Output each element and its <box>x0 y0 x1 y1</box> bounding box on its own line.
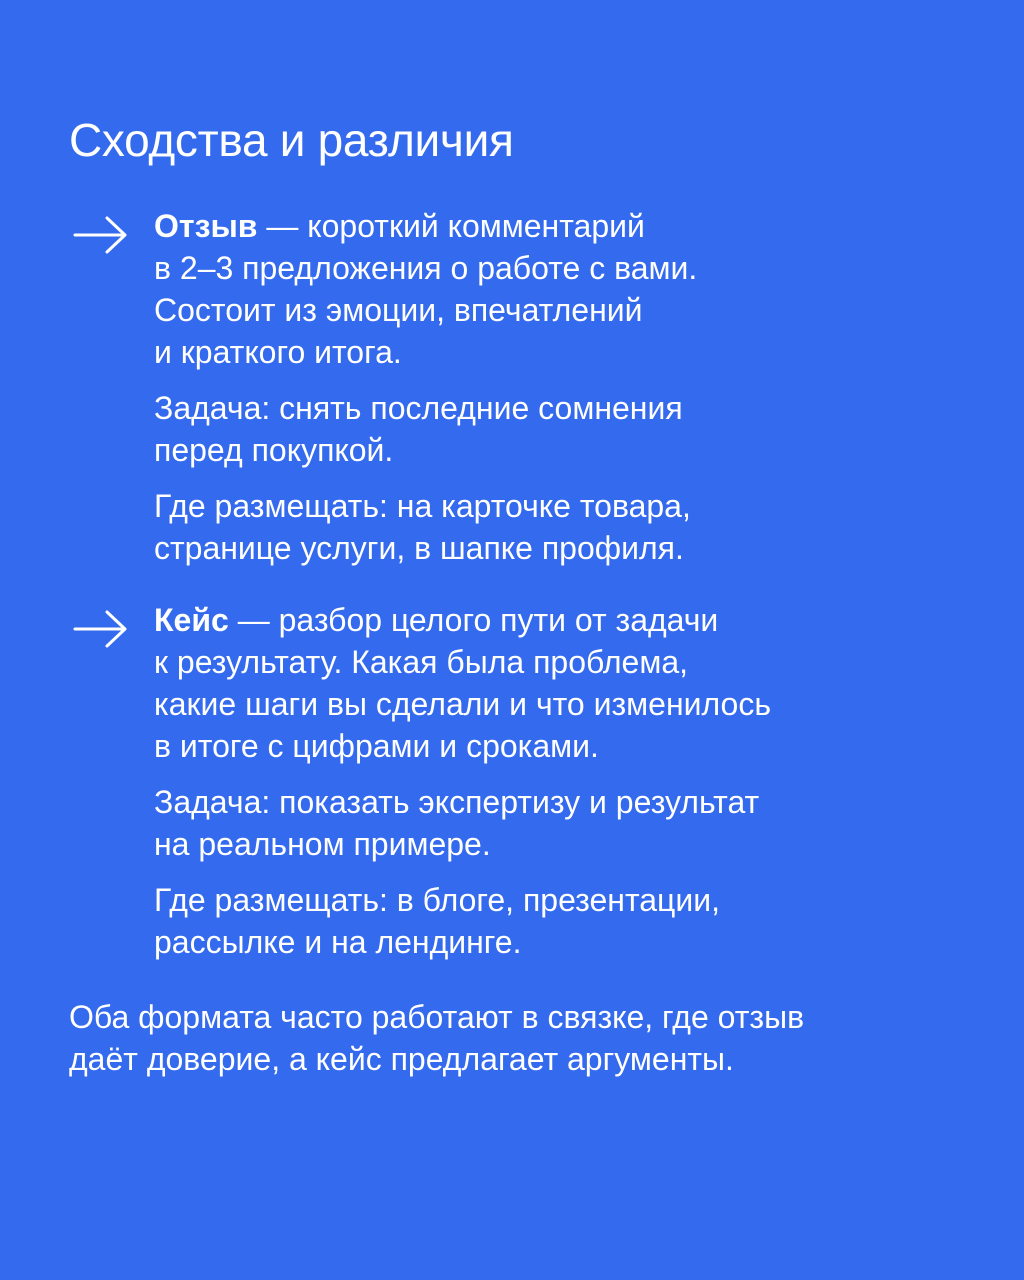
item-definition <box>154 599 964 767</box>
summary-text: Оба формата часто работают в связке, где отзыв даёт доверие, а кейс предлагает аргументы. <box>69 999 805 1077</box>
arrow-right-icon <box>73 610 129 648</box>
item-definition-text: — разбор целого пути от задачи к результату. Какая была проблема, какие шаги вы сделали и что изменилось в итоге с цифрами и сроками. <box>154 602 771 764</box>
item-term: Кейс <box>154 602 229 638</box>
item-body <box>154 205 964 583</box>
item-definition-text: — короткий комментарий в 2–3 предложения о работе с вами. Состоит из эмоции, впечатлений и краткого итога. <box>154 208 698 370</box>
item-definition <box>154 205 964 373</box>
arrow-right-icon <box>73 216 129 254</box>
item-body <box>154 599 964 977</box>
item-term: Отзыв <box>154 208 258 244</box>
item-placement: Где размещать: на карточке товара, странице услуги, в шапке профиля. <box>154 488 691 566</box>
item-placement: Где размещать: в блоге, презентации, рассылке и на лендинге. <box>154 882 720 960</box>
item-task: Задача: показать экспертизу и результат на реальном примере. <box>154 784 760 862</box>
page-title: Сходства и различия <box>69 114 514 166</box>
item-task: Задача: снять последние сомнения перед покупкой. <box>154 390 683 468</box>
